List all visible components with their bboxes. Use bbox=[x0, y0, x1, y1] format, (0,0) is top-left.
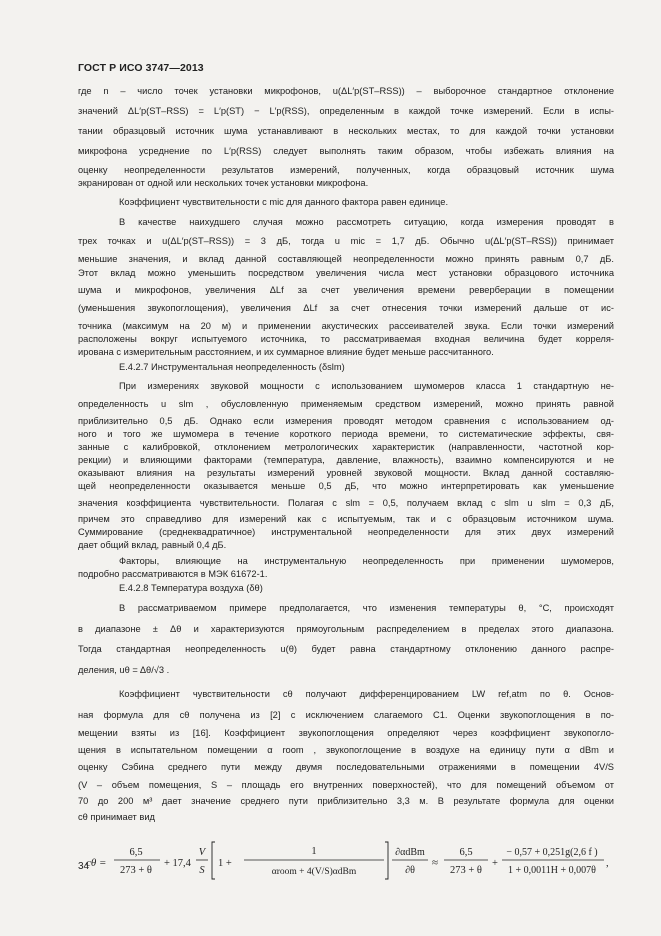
fraction-3-denominator: 1 + 0,0011H + 0,007θ bbox=[508, 865, 596, 876]
text-line: расположены вокруг испытуемого источника, то рассматриваемая входная величина будет корреля- bbox=[78, 334, 614, 344]
text-line: микрофона усреднение по L′p(RSS) следует выполнять таким образом, чтобы избежать влияния на bbox=[78, 146, 614, 156]
text-line: Коэффициент чувствительности cθ получают дифференцированием LW ref,atm по θ. Основ- bbox=[119, 689, 614, 699]
left-bracket bbox=[212, 842, 215, 879]
trailing-comma: , bbox=[606, 858, 609, 869]
partial-numerator: ∂αdBm bbox=[395, 847, 425, 858]
text-line: тании образцовый источник шума устанавливают в нескольких местах, то для каждой точки установки bbox=[78, 126, 614, 136]
text-line: трех точках и u(ΔL′p(ST–RSS)) = 3 дБ, тогда u mic = 1,7 дБ. Обычно u(ΔL′p(ST–RSS)) принимает bbox=[78, 236, 614, 246]
text-line: ная формула для cθ получена из [2] с исключением слагаемого C1. Оценки звукопоглощения в по- bbox=[78, 710, 614, 720]
text-line: где n – число точек установки микрофонов, u(ΔL′p(ST–RSS)) – выборочное стандартное отклонение bbox=[78, 86, 614, 96]
vs-numerator: V bbox=[198, 847, 206, 858]
text-line: приблизительно 0,5 дБ. Однако если измерения проводят методом сравнения с использованием од- bbox=[78, 416, 614, 426]
bracket-one-plus: 1 + bbox=[218, 858, 232, 869]
text-line: мещении взяты из [16]. Коэффициент звукопоглощения определяют через коэффициент звукопогло- bbox=[78, 728, 614, 738]
text-line: оказывают влияния на результаты измерений уровней звуковой мощности. Вклад данной составляю- bbox=[78, 468, 614, 478]
plus-sign: + bbox=[492, 858, 498, 869]
text-line: Суммирование (среднеквадратичное) инструментальной неопределенности для этих двух измерений bbox=[78, 527, 614, 537]
text-line: ирована с измерительным расстоянием, и их суммарное влияние будет меньше рассчитанного. bbox=[78, 347, 494, 357]
fraction-3-numerator: − 0,57 + 0,251g(2,6 f ) bbox=[506, 847, 598, 858]
text-line: деления, uθ = Δθ/√3 . bbox=[78, 665, 170, 675]
section-heading-e428: Е.4.2.8 Температура воздуха (δθ) bbox=[119, 583, 263, 593]
text-line: оценку неопределенности результатов измерений, полученных, когда образцовый источник шума bbox=[78, 165, 614, 175]
partial-denominator: ∂θ bbox=[405, 865, 415, 876]
inner-denominator: αroom + 4(V/S)αdBm bbox=[271, 867, 357, 877]
text-line: При измерениях звуковой мощности с использованием шумомеров класса 1 стандартную не- bbox=[119, 381, 614, 391]
inner-numerator: 1 bbox=[311, 846, 317, 857]
text-line: экранирован от одной или нескольких точек установки микрофона. bbox=[78, 178, 369, 188]
fraction-1-numerator: 6,5 bbox=[129, 847, 143, 858]
text-line: причем это справедливо для измерений как с испытуемым, так и с образцовым источником шума. bbox=[78, 514, 614, 524]
text-line: cθ принимает вид bbox=[78, 812, 155, 822]
vs-denominator: S bbox=[199, 865, 205, 876]
text-line: точника (максимум на 20 м) и применении акустических рассеивателей звука. Если точки измерений bbox=[78, 321, 614, 331]
text-line: шума и микрофонов, увеличения ΔLf за счет увеличения времени реверберации в помещении bbox=[78, 285, 614, 295]
text-line: меньшие значения, и вклад данной составляющей неопределенности можно принять равным 0,7 дБ. bbox=[78, 254, 614, 264]
text-line: Факторы, влияющие на инструментальную неопределенность при применении шумомеров, bbox=[119, 556, 614, 566]
fraction-1-denominator: 273 + θ bbox=[120, 865, 152, 876]
formula-graphic bbox=[78, 837, 614, 887]
text-line: В рассматриваемом примере предполагается, что изменения температуры θ, °С, происходят bbox=[119, 603, 614, 613]
text-line: щей неопределенности оказывается меньше 0,5 дБ, что можно интерпретировать как уменьшение bbox=[78, 481, 614, 491]
text-line: значения коэффициента чувствительности. Полагая c slm = 0,5, получаем вклад c slm u slm = 0,3 дБ, bbox=[78, 498, 614, 508]
text-line: в диапазоне ± Δθ и характеризуются прямоугольным распределением в пределах этого диапазона. bbox=[78, 624, 614, 634]
standard-header: ГОСТ Р ИСО 3747—2013 bbox=[78, 62, 204, 74]
text-line: (уменьшения звукопоглощения), увеличения ΔLf за счет отнесения точки измерений дальше от ис- bbox=[78, 303, 614, 313]
fraction-2-denominator: 273 + θ bbox=[450, 865, 482, 876]
text-line: подробно рассматриваются в МЭК 61672-1. bbox=[78, 569, 268, 579]
text-line: Этот вклад можно уменьшить посредством увеличения числа мест установки образцового источника bbox=[78, 268, 614, 278]
text-line: Тогда стандартная неопределенность u(θ) будет равна стандартному отклонению данного распре- bbox=[78, 644, 614, 654]
text-line: В качестве наихудшего случая можно рассмотреть ситуацию, когда измерения проводят в bbox=[119, 217, 614, 227]
approx-sign: ≈ bbox=[432, 857, 439, 869]
plus-coefficient: + 17,4 bbox=[164, 858, 191, 869]
text-line: оценку Сэбина среднего пути между двумя последовательными отражениями в помещении 4V/S bbox=[78, 762, 614, 772]
text-line: 70 до 200 м³ дает значение среднего пути приблизительно 3,3 м. В результате формула для оценки bbox=[78, 796, 614, 806]
c-theta-formula bbox=[78, 837, 614, 887]
text-line: рекции) и влияющими факторами (температура, давление, влажность), взаимно компенсируются и не bbox=[78, 455, 614, 465]
fraction-2-numerator: 6,5 bbox=[459, 847, 473, 858]
right-bracket bbox=[385, 842, 388, 879]
formula-lhs: cθ = bbox=[86, 857, 107, 869]
text-line: (V – объем помещения, S – площадь его внутренних поверхностей), что для помещений объемом от bbox=[78, 780, 614, 790]
text-line: определенность u slm , обусловленную применяемым средством измерений, можно принять равной bbox=[78, 399, 614, 409]
section-heading-e427: Е.4.2.7 Инструментальная неопределенность (δslm) bbox=[119, 362, 345, 372]
text-line: занные с калибровкой, отклонением метрологических характеристик (направленности, частотной кор- bbox=[78, 442, 614, 452]
text-line: значений ΔL′p(ST–RSS) = L′p(ST) − L′p(RSS), определенным в каждой точке измерений. Если в испы- bbox=[78, 106, 614, 116]
page-number: 34 bbox=[78, 861, 90, 872]
text-line: щения в испытательном помещении α room , звукопоглощение в воздухе на единицу пути α dBm и bbox=[78, 745, 614, 755]
text-line: Коэффициент чувствительности c mic для данного фактора равен единице. bbox=[119, 197, 449, 207]
text-line: дает общий вклад, равный 0,4 дБ. bbox=[78, 540, 227, 550]
text-line: ного и того же шумомера в течение короткого периода времени, то систематические эффекты, свя- bbox=[78, 429, 614, 439]
